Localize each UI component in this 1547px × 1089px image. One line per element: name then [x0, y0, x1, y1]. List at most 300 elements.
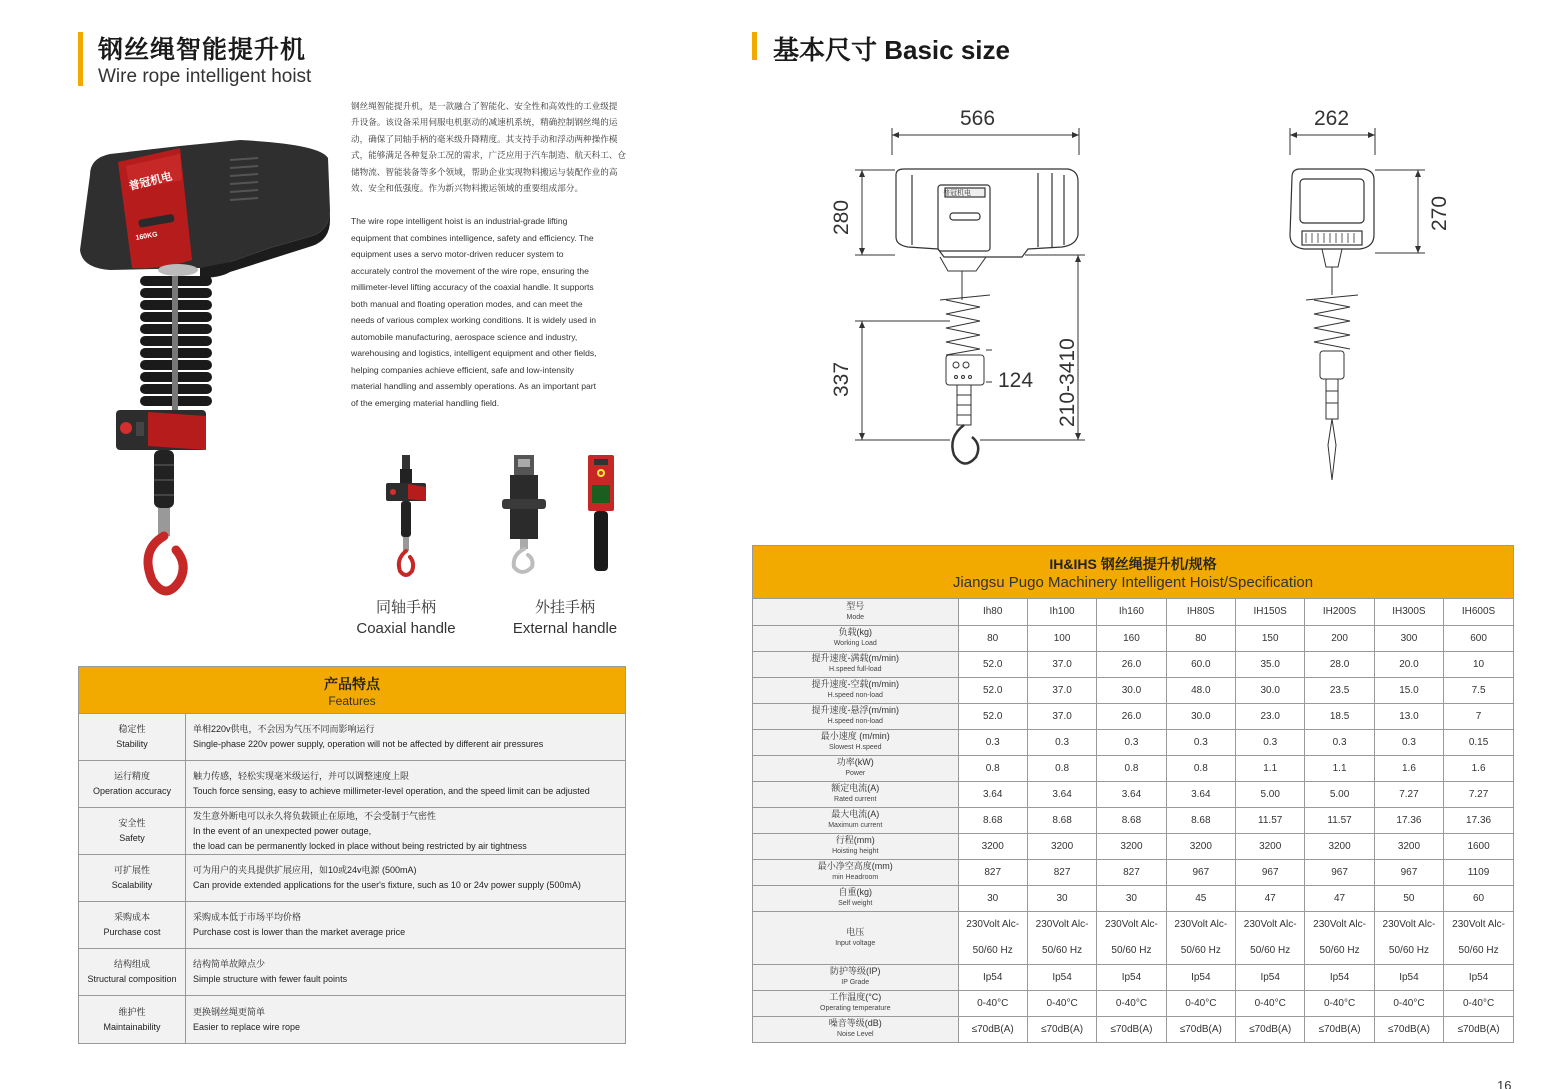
spec-value: 0.3 [1305, 729, 1374, 755]
intro-en-line: helping companies achieve efficient, safe and low-intensity [351, 364, 574, 375]
spec-value: 7.5 [1444, 677, 1513, 703]
intro-cn-line: 储物流、智能装备等多个领域，帮助企业实现物料搬运与装配作业的高 [351, 166, 618, 177]
spec-value: 0.3 [1097, 729, 1166, 755]
spec-value: 3200 [1374, 833, 1443, 859]
title-accent-bar [78, 32, 83, 86]
spec-value: 0-40°C [1374, 990, 1443, 1016]
spec-value: 1109 [1444, 859, 1513, 885]
spec-value: 47 [1236, 885, 1305, 911]
dim-front-width: 566 [960, 107, 996, 130]
spec-value: 0-40°C [1097, 990, 1166, 1016]
spec-row [753, 651, 1513, 677]
feature-desc-line: In the event of an unexpected power outage, [193, 825, 372, 836]
spec-value: 0-40°C [1305, 990, 1374, 1016]
spec-row [753, 990, 1513, 1016]
intro-en-line: of the emerging material handling field. [351, 397, 500, 408]
dim-side-height: 270 [1428, 195, 1451, 231]
spec-value: 60 [1444, 885, 1513, 911]
spec-param-en: Maximum current [828, 822, 883, 829]
feature-desc-line: Single-phase 220v power supply, operation will not be affected by different air pressures [193, 739, 544, 749]
spec-value: Ip54 [1305, 964, 1374, 990]
spec-param-en: min Headroom [832, 874, 879, 881]
spec-value [1166, 911, 1235, 964]
spec-value: 60.0 [1166, 651, 1235, 677]
spec-value: 8.68 [1097, 807, 1166, 833]
intro-en-line: automobile manufacturing, aerospace science and industry, [351, 331, 578, 342]
product-load-label: 160KG [135, 231, 159, 242]
spec-value: 37.0 [1027, 651, 1096, 677]
spec-value: 11.57 [1305, 807, 1374, 833]
feature-name-cn: 运行精度 [113, 771, 150, 781]
spec-value: 8.68 [1166, 807, 1235, 833]
spec-value: 30 [1097, 885, 1166, 911]
spec-value: 1.6 [1444, 755, 1513, 781]
spec-value: 30 [958, 885, 1027, 911]
intro-cn-line: 动，确保了同轴手柄的毫米级升降精度。其支持手动和浮动两种操作模 [351, 133, 618, 144]
spec-value: 37.0 [1027, 703, 1096, 729]
feature-desc-line: 结构简单故障点少 [193, 959, 266, 969]
spec-value: 0.3 [1027, 729, 1096, 755]
spec-value: 52.0 [958, 651, 1027, 677]
spec-value: 26.0 [1097, 703, 1166, 729]
spec-value: IH150S [1236, 599, 1305, 625]
spec-value [1305, 911, 1374, 964]
feature-desc [186, 714, 625, 760]
spec-value: ≤70dB(A) [1305, 1016, 1374, 1042]
feature-name-cn: 维护性 [118, 1006, 146, 1017]
feature-name [79, 949, 186, 995]
spec-value: 0.3 [1166, 729, 1235, 755]
spec-value: 3.64 [1166, 781, 1235, 807]
spec-value: 600 [1444, 625, 1513, 651]
coaxial-handle-cn: 同轴手柄 [375, 599, 436, 616]
spec-value: 0.3 [1236, 729, 1305, 755]
spec-value-line: 50/60 Hz [1458, 944, 1499, 956]
feature-row [79, 714, 625, 761]
external-handle-caption [502, 597, 628, 639]
spec-param-name [753, 990, 958, 1016]
feature-desc-line: 发生意外断电可以永久将负载锁止在原地，不会受制于气密性 [193, 810, 437, 821]
spec-value: 0-40°C [1027, 990, 1096, 1016]
spec-value: Ip54 [1027, 964, 1096, 990]
spec-value: 52.0 [958, 677, 1027, 703]
spec-param-en: Operating temperature [820, 1005, 891, 1012]
feature-desc [186, 949, 625, 995]
spec-value: 0.3 [958, 729, 1027, 755]
spec-param-cn: 提升速度-满载(m/min) [811, 653, 899, 663]
spec-value: 23.0 [1236, 703, 1305, 729]
external-handle-en: External handle [512, 620, 618, 637]
feature-name [79, 714, 186, 760]
dim-travel: 210-3410 [1056, 338, 1079, 427]
spec-value-line: 50/60 Hz [1042, 944, 1083, 956]
feature-desc-line: 更换钢丝绳更简单 [193, 1006, 266, 1017]
spec-value: 35.0 [1236, 651, 1305, 677]
spec-value: 827 [1097, 859, 1166, 885]
spec-value: 5.00 [1236, 781, 1305, 807]
spec-value: 5.00 [1305, 781, 1374, 807]
feature-row [79, 949, 625, 996]
spec-row [753, 1016, 1513, 1042]
spec-value: IH80S [1166, 599, 1235, 625]
spec-value: 967 [1236, 859, 1305, 885]
spec-value-line: 230Volt Alc- [1174, 918, 1228, 930]
spec-value: 3200 [1097, 833, 1166, 859]
spec-title-cn: IH&IHS 钢丝绳提升机/规格 [1049, 556, 1217, 572]
spec-value: 3200 [1166, 833, 1235, 859]
spec-row [753, 729, 1513, 755]
spec-value: IH600S [1444, 599, 1513, 625]
title-accent-bar [752, 32, 757, 60]
spec-value-line: 230Volt Alc- [1243, 918, 1297, 930]
spec-value [1097, 911, 1166, 964]
spec-row [753, 599, 1513, 625]
spec-param-en: Self weight [838, 900, 873, 907]
feature-name-en: Stability [116, 739, 148, 749]
spec-value: 0.3 [1374, 729, 1443, 755]
spec-value-line: 50/60 Hz [1388, 944, 1429, 956]
spec-row [753, 755, 1513, 781]
page-title-cn: 钢丝绳智能提升机 [98, 36, 307, 64]
spec-value: 1.6 [1374, 755, 1443, 781]
spec-value: 300 [1374, 625, 1443, 651]
spec-value: 80 [958, 625, 1027, 651]
spec-value-line: 230Volt Alc- [1035, 918, 1089, 930]
features-title-cn: 产品特点 [324, 676, 380, 692]
feature-row [79, 761, 625, 808]
feature-name-en: Operation accuracy [92, 786, 172, 796]
spec-value: 1.1 [1305, 755, 1374, 781]
spec-param-name [753, 807, 958, 833]
feature-name-en: Structural composition [87, 974, 177, 984]
feature-name [79, 996, 186, 1043]
features-table [78, 666, 626, 1044]
spec-value: 48.0 [1166, 677, 1235, 703]
spec-value [1444, 911, 1513, 964]
spec-value-line: 230Volt Alc- [1452, 918, 1505, 930]
spec-param-en: H.speed full-load [828, 666, 882, 673]
spec-param-en: Working Load [833, 640, 877, 647]
spec-title-en: Jiangsu Pugo Machinery Intelligent Hoist/Specification [952, 574, 1314, 591]
spec-value: 1600 [1444, 833, 1513, 859]
feature-name-en: Safety [119, 833, 145, 843]
spec-value-line: 230Volt Alc- [966, 918, 1020, 930]
spec-param-en: Input voltage [835, 939, 876, 947]
dim-front-height: 280 [830, 199, 853, 235]
spec-value: IH300S [1374, 599, 1443, 625]
spec-value: ≤70dB(A) [958, 1016, 1027, 1042]
spec-value: 18.5 [1305, 703, 1374, 729]
spec-value: 26.0 [1097, 651, 1166, 677]
spec-param-name [753, 651, 958, 677]
spec-value: Ip54 [1166, 964, 1235, 990]
spec-value: 3200 [1236, 833, 1305, 859]
feature-desc-line: the load can be permanently locked in place without being restricted by air tightness [193, 840, 527, 851]
spec-value: 7.27 [1374, 781, 1443, 807]
spec-row [753, 833, 1513, 859]
feature-name-cn: 稳定性 [118, 724, 146, 734]
spec-param-cn: 工作温度(°C) [829, 992, 882, 1002]
spec-param-en: IP Grade [841, 979, 870, 986]
spec-value: 30.0 [1097, 677, 1166, 703]
spec-value: Ip54 [1444, 964, 1513, 990]
spec-value: 0.15 [1444, 729, 1513, 755]
dimension-drawings [800, 95, 1460, 495]
spec-row [753, 807, 1513, 833]
spec-table [752, 545, 1514, 1043]
spec-value: 150 [1236, 625, 1305, 651]
spec-value: Ip54 [1097, 964, 1166, 990]
coaxial-handle-caption [346, 597, 466, 639]
feature-name [79, 761, 186, 807]
spec-param-en: Slowest H.speed [828, 744, 882, 751]
spec-value: 28.0 [1305, 651, 1374, 677]
spec-value: ≤70dB(A) [1166, 1016, 1235, 1042]
page-number: 16 [1497, 1078, 1512, 1089]
feature-desc-line: Can provide extended applications for the user's fixture, such as 10 or 24v power supply (500mA) [193, 880, 581, 890]
feature-desc-line: Touch force sensing, easy to achieve millimeter-level operation, and the speed limit can be adjusted [193, 786, 590, 796]
feature-row [79, 808, 625, 855]
external-handle-cn: 外挂手柄 [534, 599, 595, 616]
intro-en-line: material handling and assembly operations. As an important part [351, 381, 597, 391]
spec-value [1374, 911, 1443, 964]
feature-name-cn: 可扩展性 [113, 865, 150, 875]
feature-row [79, 996, 625, 1043]
spec-row [753, 703, 1513, 729]
spec-value: 52.0 [958, 703, 1027, 729]
intro-en-line: equipment uses a servo motor-driven reducer system to [351, 249, 564, 259]
spec-value: ≤70dB(A) [1374, 1016, 1443, 1042]
intro-cn-line: 钢丝绳智能提升机，是一款融合了智能化、安全性和高效性的工业级提 [351, 101, 618, 111]
spec-value: 7 [1444, 703, 1513, 729]
spec-value: 0-40°C [1236, 990, 1305, 1016]
drawing-brand-label: 普冠机电 [943, 190, 971, 197]
feature-name [79, 855, 186, 901]
feature-desc [186, 902, 625, 948]
feature-desc-line: Purchase cost is lower than the market average price [193, 927, 406, 937]
spec-param-name [753, 833, 958, 859]
spec-value: ≤70dB(A) [1097, 1016, 1166, 1042]
spec-value: 30.0 [1166, 703, 1235, 729]
spec-value: 3.64 [958, 781, 1027, 807]
spec-value-line: 230Volt Alc- [1105, 918, 1158, 930]
spec-value: 10 [1444, 651, 1513, 677]
spec-value: 30.0 [1236, 677, 1305, 703]
spec-value [1027, 911, 1096, 964]
spec-value-line: 230Volt Alc- [1382, 918, 1436, 930]
spec-row [753, 677, 1513, 703]
spec-grid [753, 599, 1513, 1042]
intro-cn-line: 效、安全和低强度。作为新兴物料搬运领域的重要组成部分。 [351, 183, 584, 194]
spec-param-cn: 型号 [846, 600, 865, 611]
spec-value: 200 [1305, 625, 1374, 651]
spec-param-cn: 自重(kg) [838, 887, 872, 897]
feature-desc-line: 单相220v供电，不会因为气压不同而影响运行 [193, 724, 375, 734]
spec-value: 3200 [1305, 833, 1374, 859]
spec-param-name [753, 859, 958, 885]
spec-value: 17.36 [1374, 807, 1443, 833]
intro-cn-line: 式，能够满足各种复杂工况的需求，广泛应用于汽车制造、航天科工、仓 [351, 150, 627, 161]
spec-value: 100 [1027, 625, 1096, 651]
spec-param-en: Noise Level [836, 1031, 874, 1039]
feature-desc [186, 808, 625, 854]
spec-value: 0-40°C [1166, 990, 1235, 1016]
feature-desc-line: 可为用户的夹具提供扩展应用，如10或24v电源 (500mA) [193, 865, 417, 875]
spec-param-name [753, 729, 958, 755]
spec-value: 37.0 [1027, 677, 1096, 703]
spec-value: 827 [1027, 859, 1096, 885]
spec-value: 23.5 [1305, 677, 1374, 703]
feature-name-en: Maintainability [103, 1021, 161, 1032]
spec-value: 160 [1097, 625, 1166, 651]
spec-value-line: 230Volt Alc- [1313, 918, 1366, 930]
spec-value-line: 50/60 Hz [1180, 944, 1221, 956]
page-title-en: Wire rope intelligent hoist [98, 66, 312, 87]
coaxial-handle-en: Coaxial handle [356, 620, 456, 637]
feature-name [79, 808, 186, 854]
spec-param-name [753, 703, 958, 729]
intro-en-line: millimeter-level lifting accuracy of the coaxial handle. It supports [351, 282, 594, 292]
feature-desc-line: 采购成本低于市场平均价格 [193, 912, 302, 922]
spec-value-line: 50/60 Hz [1319, 944, 1360, 956]
intro-en-line: equipment that combines intelligence, safety and efficiency. The [351, 232, 594, 243]
spec-param-cn: 提升速度-悬浮(m/min) [811, 705, 899, 715]
spec-param-cn: 最小速度 (m/min) [820, 731, 890, 741]
spec-param-cn: 噪音等级(dB) [828, 1018, 882, 1029]
feature-desc-line: Easier to replace wire rope [193, 1021, 301, 1032]
spec-param-cn: 最小净空高度(mm) [817, 861, 893, 871]
feature-desc [186, 855, 625, 901]
intro-en-line: needs of various complex working conditions. It is widely used in [351, 315, 597, 325]
spec-value: Ih100 [1027, 599, 1096, 625]
spec-value: Ih80 [958, 599, 1027, 625]
spec-param-name [753, 1016, 958, 1042]
spec-value: 827 [958, 859, 1027, 885]
spec-value: 80 [1166, 625, 1235, 651]
spec-value: 45 [1166, 885, 1235, 911]
intro-text-cn [351, 98, 626, 196]
spec-row [753, 859, 1513, 885]
spec-value: 50 [1374, 885, 1443, 911]
spec-param-cn: 最大电流(A) [831, 809, 880, 819]
hoist-product-image [80, 140, 332, 602]
spec-value: ≤70dB(A) [1236, 1016, 1305, 1042]
spec-value: 967 [1374, 859, 1443, 885]
spec-value: 8.68 [1027, 807, 1096, 833]
intro-en-line: The wire rope intelligent hoist is an industrial-grade lifting [351, 216, 568, 226]
spec-row [753, 911, 1513, 964]
spec-param-cn: 负载(kg) [838, 627, 872, 637]
spec-row [753, 781, 1513, 807]
spec-param-name [753, 964, 958, 990]
spec-value: 0.8 [1097, 755, 1166, 781]
coaxial-handle-image [384, 455, 430, 581]
external-handle-image [586, 455, 616, 573]
spec-value: 47 [1305, 885, 1374, 911]
spec-param-name [753, 911, 958, 964]
spec-param-en: H.speed non-load [827, 692, 883, 699]
spec-value: 967 [1166, 859, 1235, 885]
spec-value: 0-40°C [958, 990, 1027, 1016]
spec-value: Ip54 [958, 964, 1027, 990]
spec-value: 7.27 [1444, 781, 1513, 807]
spec-value: 11.57 [1236, 807, 1305, 833]
spec-value: 967 [1305, 859, 1374, 885]
spec-value: Ip54 [1374, 964, 1443, 990]
spec-param-cn: 额定电流(A) [831, 783, 880, 793]
features-title-en: Features [328, 694, 376, 708]
spec-param-en: Rated current [834, 796, 877, 803]
spec-param-name [753, 885, 958, 911]
spec-param-en: H.speed non-load [827, 718, 883, 725]
spec-value: 13.0 [1374, 703, 1443, 729]
dim-handle-height: 337 [830, 361, 853, 397]
spec-value: 3.64 [1097, 781, 1166, 807]
spec-value: ≤70dB(A) [1444, 1016, 1513, 1042]
spec-value: 0.8 [1166, 755, 1235, 781]
spec-value: 0-40°C [1444, 990, 1513, 1016]
spec-value: 0.8 [1027, 755, 1096, 781]
intro-en-line: both manual and floating operation modes, and can meet the [351, 298, 583, 309]
feature-name [79, 902, 186, 948]
spec-value-line: 50/60 Hz [1250, 944, 1291, 956]
spec-value: 3.64 [1027, 781, 1096, 807]
dim-side-width: 262 [1314, 107, 1350, 130]
spec-value: 17.36 [1444, 807, 1513, 833]
spec-value: 8.68 [958, 807, 1027, 833]
feature-desc-line: 触力传感，轻松实现毫米级运行，并可以调整速度上限 [193, 771, 410, 781]
basic-size-title: 基本尺寸 Basic size [773, 35, 1010, 65]
spec-param-name [753, 677, 958, 703]
spec-value-line: 50/60 Hz [1111, 944, 1152, 956]
spec-param-en: Power [845, 770, 866, 777]
spec-row [753, 885, 1513, 911]
feature-row [79, 855, 625, 902]
spec-value: 1.1 [1236, 755, 1305, 781]
spec-value: 3200 [1027, 833, 1096, 859]
feature-name-cn: 结构组成 [113, 959, 150, 969]
dim-handle-width: 124 [998, 369, 1034, 392]
spec-value: 15.0 [1374, 677, 1443, 703]
spec-header [753, 546, 1513, 599]
feature-name-en: Scalability [111, 880, 153, 890]
spec-param-name [753, 599, 958, 625]
spec-value: Ih160 [1097, 599, 1166, 625]
feature-desc [186, 761, 625, 807]
feature-desc [186, 996, 625, 1043]
features-header [79, 667, 625, 714]
intro-cn-line: 升设备。该设备采用伺服电机驱动的减速机系统，精确控制钢丝绳的运 [351, 117, 618, 128]
intro-en-line: warehousing and logistics, intelligent equipment and other fields, [351, 348, 597, 358]
intro-en-line: accurately control the movement of the wire rope, ensuring the [351, 265, 589, 276]
feature-desc-line: Simple structure with fewer fault points [193, 974, 348, 984]
spec-param-cn: 功率(kW) [836, 757, 874, 767]
spec-row [753, 625, 1513, 651]
spec-value: IH200S [1305, 599, 1374, 625]
spec-value: 3200 [958, 833, 1027, 859]
intro-text-en [351, 213, 626, 411]
feature-name-en: Purchase cost [103, 927, 161, 937]
spec-param-en: Hoisting height [832, 848, 879, 855]
spec-param-cn: 电压 [846, 926, 865, 937]
spec-value: 20.0 [1374, 651, 1443, 677]
feature-name-cn: 采购成本 [113, 912, 150, 922]
spec-value [958, 911, 1027, 964]
external-hook-image [500, 455, 548, 577]
spec-param-cn: 防护等级(IP) [830, 966, 881, 976]
spec-value: Ip54 [1236, 964, 1305, 990]
spec-value: 30 [1027, 885, 1096, 911]
